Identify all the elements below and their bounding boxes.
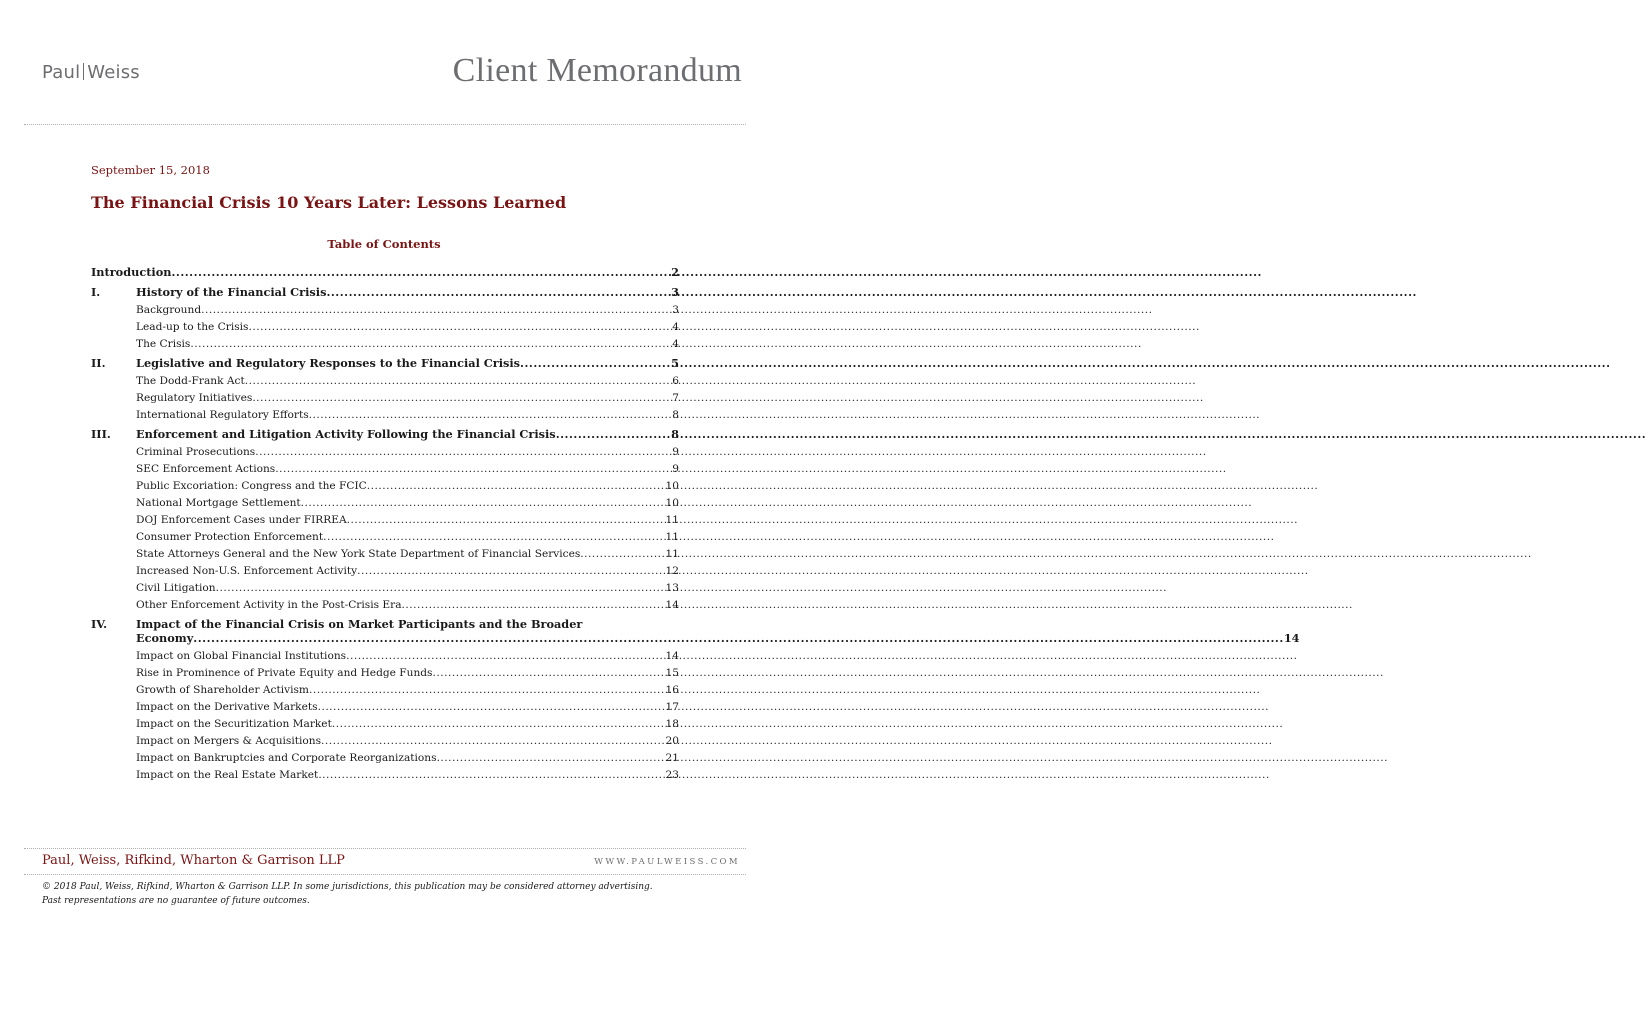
toc-entry-label: National Mortgage Settlement [136,497,301,509]
toc-entry-label: Background [136,304,202,316]
footer-disclaimer [42,880,653,908]
toc-entry-page: 14 [665,599,679,611]
toc-entry-page: 8 [672,409,679,421]
toc-entry-page: 20 [665,735,679,747]
toc-entry-label: Legislative and Regulatory Responses to the Financial Crisis [136,356,521,370]
toc-entry[interactable] [91,302,679,319]
toc-entry-label: Impact on the Derivative Markets [136,701,318,713]
toc-entry[interactable] [91,461,679,478]
toc-entry-label: The Dodd-Frank Act [136,375,245,387]
memo-title: The Financial Crisis 10 Years Later: Lessons Learned [91,193,567,212]
toc-entry-page: 17 [665,701,679,713]
toc-entry-number: I. [91,285,101,299]
toc-leader-dots [367,478,666,495]
toc-entry-label-continued: Economy [136,631,194,645]
toc-leader-dots [301,495,666,512]
toc-entry-page: 4 [672,321,679,333]
toc-entry-page: 5 [671,356,679,370]
toc-entry[interactable] [91,529,679,546]
toc-entry-label: Impact on Global Financial Institutions [136,650,347,662]
toc-leader-dots [309,682,666,699]
toc-entry[interactable] [91,682,679,699]
toc-entry-label: Growth of Shareholder Activism [136,684,309,696]
toc-entry-page: 23 [665,769,679,781]
toc-entry-label: Rise in Prominence of Private Equity and Hedge Funds [136,667,433,679]
toc-entry[interactable] [91,353,679,373]
toc-entry[interactable] [91,262,679,282]
toc-entry-page: 14 [665,650,679,662]
toc-entry[interactable] [91,614,1300,648]
footer-divider-top [24,848,746,849]
toc-entry-page: 9 [672,463,679,475]
toc-entry[interactable] [91,733,679,750]
toc-entry-page: 11 [665,548,679,560]
toc-leader-dots [309,407,673,424]
toc-entry-label: Lead-up to the Crisis [136,321,249,333]
toc-entry[interactable] [91,373,679,390]
toc-entry-label: Impact on Bankruptcies and Corporate Reorganizations [136,752,437,764]
toc-entry-label: The Crisis [136,338,191,350]
toc-leader-dots [216,580,666,597]
toc-leader-dots [580,546,665,563]
logo-text-weiss: Weiss [87,62,140,83]
logo-divider [83,63,84,80]
toc-leader-dots [193,631,1284,645]
toc-leader-dots [433,665,666,682]
toc-leader-dots [171,262,671,282]
disclaimer-line-2: Past representations are no guarantee of future outcomes. [42,896,310,906]
toc-leader-dots [190,336,672,353]
toc-leader-dots [255,444,672,461]
toc-entry-page: 13 [665,582,679,594]
toc-entry-label: Criminal Prosecutions [136,446,256,458]
toc-entry-label: State Attorneys General and the New York State Department of Financial Services [136,548,581,560]
toc-entry[interactable] [91,336,679,353]
firm-logo [42,62,140,83]
disclaimer-line-1: © 2018 Paul, Weiss, Rifkind, Wharton & Garrison LLP. In some jurisdictions, this publication may be considered attorney advertising. [42,882,653,892]
toc-leader-dots [437,750,666,767]
toc-leader-dots [326,282,671,302]
toc-entry[interactable] [91,665,679,682]
toc-leader-dots [321,733,665,750]
toc-leader-dots [318,767,665,784]
toc-entry-page: 8 [671,427,679,441]
toc-leader-dots [245,373,673,390]
header-title: Client Memorandum [452,52,742,89]
toc-entry[interactable] [91,750,679,767]
toc-entry-label: Other Enforcement Activity in the Post-Crisis Era [136,599,402,611]
logo-text-paul: Paul [42,62,81,83]
toc-entry-page: 18 [665,718,679,730]
toc-entry[interactable] [91,319,679,336]
toc-entry-label: History of the Financial Crisis [136,285,327,299]
toc-entry-page: 16 [665,684,679,696]
toc-leader-dots [357,563,665,580]
footer-divider-bottom [24,874,746,875]
toc-entry-page: 15 [665,667,679,679]
toc-entry-label: Introduction [91,265,172,279]
toc-entry[interactable] [91,699,679,716]
toc-entry-label: Public Excoriation: Congress and the FCIC [136,480,367,492]
toc-entry[interactable] [91,407,679,424]
toc-entry-page: 6 [672,375,679,387]
toc-entry-label: Civil Litigation [136,582,216,594]
toc-leader-dots [347,512,666,529]
toc-entry-label: Enforcement and Litigation Activity Following the Financial Crisis [136,427,556,441]
toc-entry[interactable] [91,563,679,580]
toc-leader-dots [201,302,672,319]
toc-entry-page: 11 [665,514,679,526]
toc-entry-page: 2 [671,265,679,279]
toc-entry[interactable] [91,424,679,444]
table-of-contents [91,262,1300,784]
toc-entry-label: SEC Enforcement Actions [136,463,276,475]
toc-leader-dots [249,319,673,336]
toc-leader-dots [346,648,665,665]
toc-entry-page: 12 [665,565,679,577]
toc-heading: Table of Contents [327,237,441,251]
toc-leader-dots [402,597,666,614]
toc-entry-page: 7 [672,392,679,404]
toc-leader-dots [252,390,672,407]
footer-firm-name: Paul, Weiss, Rifkind, Wharton & Garrison LLP [42,853,345,868]
toc-leader-dots [520,353,671,373]
toc-entry-page: 4 [672,338,679,350]
toc-entry-page: 10 [665,480,679,492]
header-divider [24,124,746,125]
toc-entry[interactable] [91,495,679,512]
toc-entry-number: II. [91,356,106,370]
toc-entry-label: DOJ Enforcement Cases under FIRREA [136,514,347,526]
toc-entry[interactable] [91,512,679,529]
toc-entry-page: 11 [665,531,679,543]
toc-entry-page: 3 [672,304,679,316]
toc-entry[interactable] [91,546,679,563]
toc-leader-dots [323,529,665,546]
toc-entry-page: 10 [665,497,679,509]
toc-entry-number: III. [91,427,111,441]
toc-entry-label: Impact on Mergers & Acquisitions [136,735,322,747]
toc-entry[interactable] [91,478,679,495]
toc-entry-number: IV. [91,617,108,631]
memo-date: September 15, 2018 [91,163,210,177]
toc-entry-label: International Regulatory Efforts [136,409,309,421]
footer-website: WWW.PAULWEISS.COM [594,857,740,867]
toc-entry-label: Increased Non-U.S. Enforcement Activity [136,565,358,577]
toc-leader-dots [556,424,671,444]
toc-entry-page: 3 [671,285,679,299]
toc-entry-page: 9 [672,446,679,458]
toc-leader-dots [275,461,672,478]
toc-entry-label: Impact of the Financial Crisis on Market Participants and the Broader [136,617,583,631]
toc-entry-label: Consumer Protection Enforcement [136,531,324,543]
toc-entry-label: Regulatory Initiatives [136,392,253,404]
toc-entry[interactable] [91,716,679,733]
toc-entry[interactable] [91,444,679,461]
toc-entry-page: 14 [1283,631,1300,645]
toc-entry[interactable] [91,648,679,665]
toc-entry-page: 21 [665,752,679,764]
toc-entry[interactable] [91,767,679,784]
toc-entry[interactable] [91,282,679,302]
toc-entry[interactable] [91,390,679,407]
toc-leader-dots [332,716,666,733]
toc-entry-label: Impact on the Real Estate Market [136,769,319,781]
toc-entry[interactable] [91,597,679,614]
toc-entry[interactable] [91,580,679,597]
toc-leader-dots [318,699,666,716]
toc-entry-label: Impact on the Securitization Market [136,718,332,730]
